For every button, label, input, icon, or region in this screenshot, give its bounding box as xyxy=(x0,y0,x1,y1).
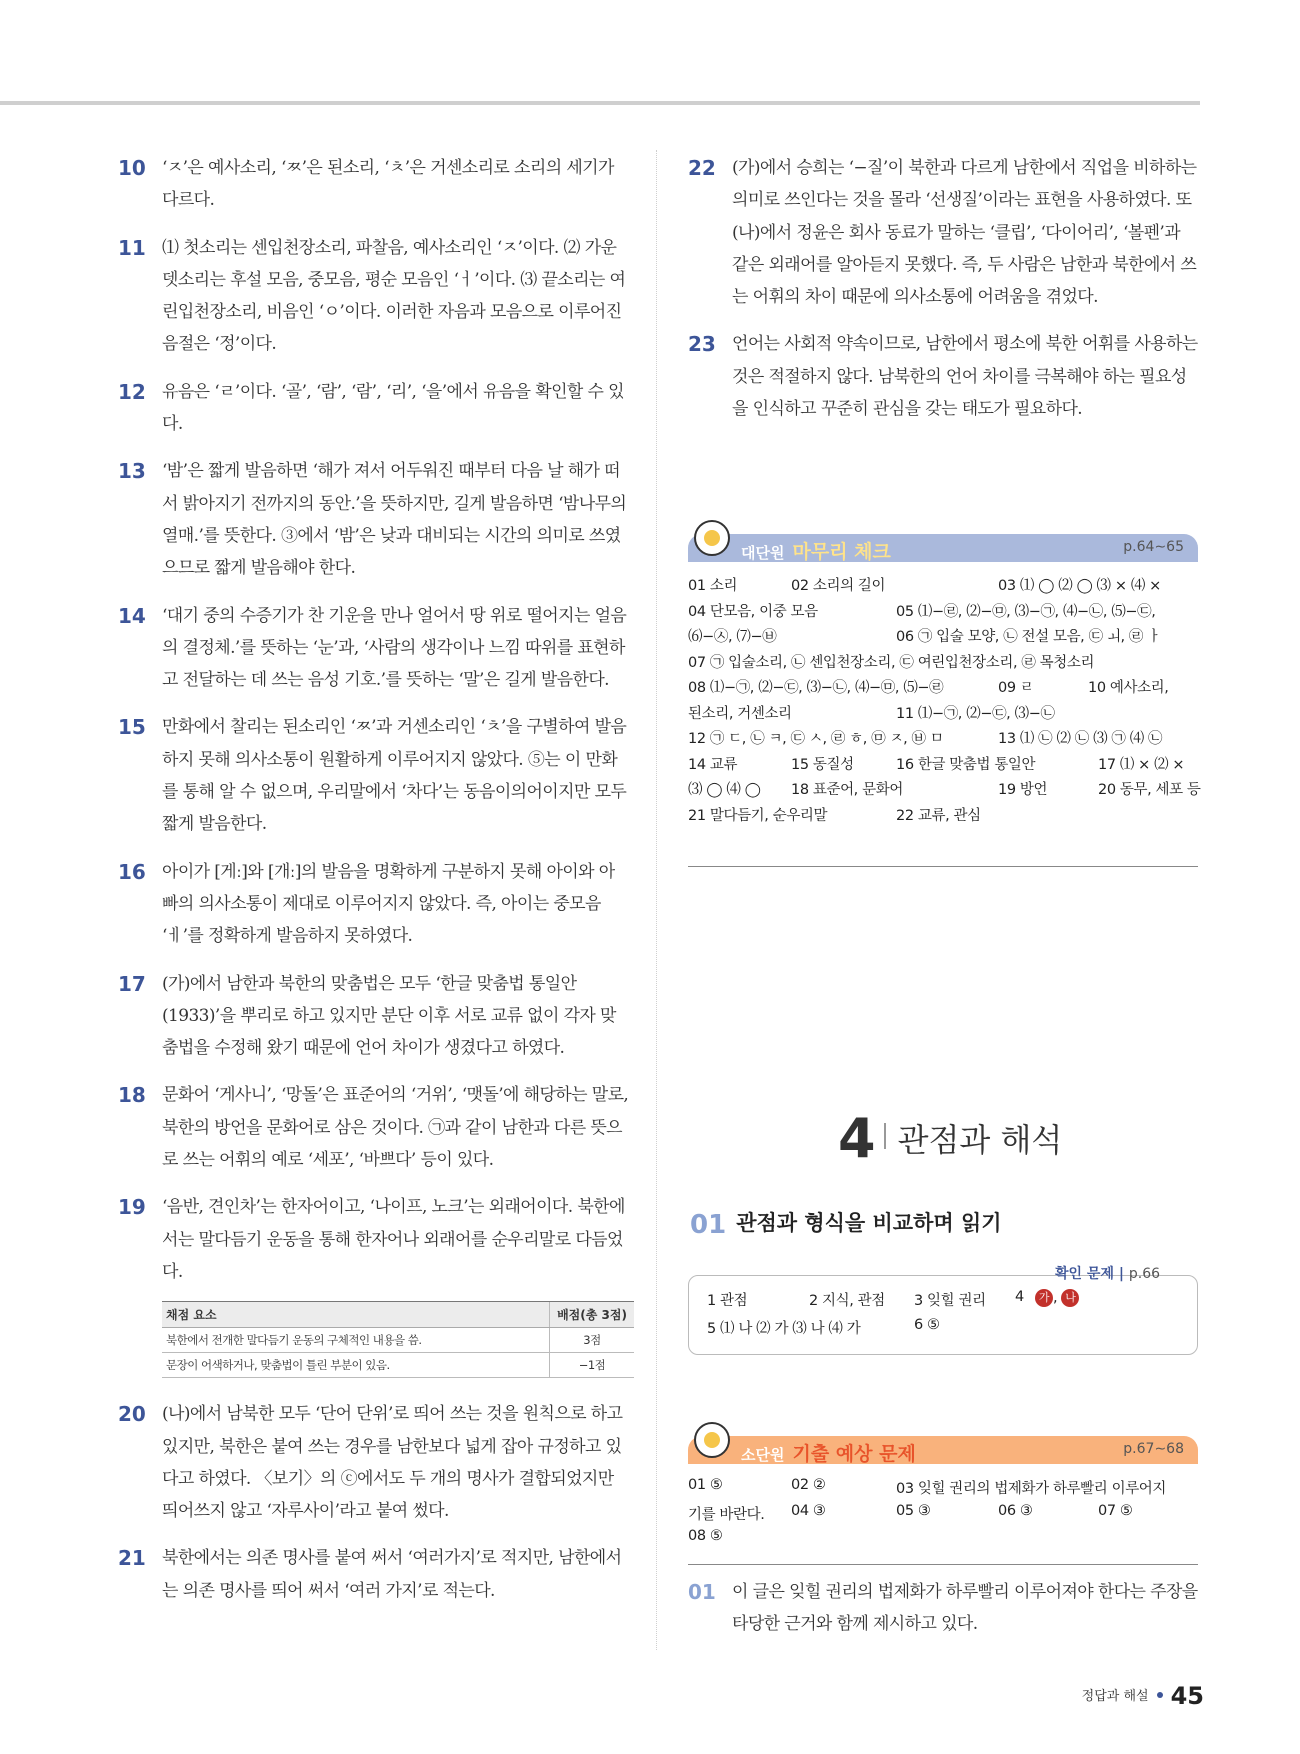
item-number: 13 xyxy=(118,459,146,484)
answer-entry: 19 방언 xyxy=(998,782,1048,798)
item-number: 12 xyxy=(118,379,146,404)
answer-entry: 18 표준어, 문화어 xyxy=(791,782,903,798)
item-text: ⑴ 첫소리는 센입천장소리, 파찰음, 예사소리인 ‘ㅈ’이다. ⑵ 가운뎃소리는 후설 모음, 중모음, 평순 모음인 ‘ㅓ’이다. ⑶ 끝소리는 여린입천장소리, 비음인 ‘ㅇ’이다. 이러한 자음과 모음으로 이루어진 음절은 ‘정’이다. xyxy=(162,237,626,355)
review-check-bottom-rule xyxy=(688,866,1198,867)
item-number: 15 xyxy=(118,715,146,740)
chapter-number: 4 xyxy=(838,1107,876,1170)
answer-entry: 02 ② xyxy=(791,1477,826,1493)
answer-entry: 06 ③ xyxy=(998,1502,1033,1519)
check-page: p.66 xyxy=(1128,1266,1161,1282)
answer-entry: 10 예사소리, xyxy=(1088,680,1169,696)
footer-label: 정답과 해설 xyxy=(1081,1689,1149,1704)
item-number: 21 xyxy=(118,1546,146,1571)
lightbulb-icon xyxy=(694,1422,730,1458)
answer-item-23 xyxy=(688,328,1200,425)
answer-entry: 08 ⑤ xyxy=(688,1528,723,1544)
answer-item-12 xyxy=(118,376,630,441)
item-number: 01 xyxy=(688,1580,716,1604)
answer-entry: 16 한글 맞춤법 통일안 xyxy=(896,756,1036,773)
expected-problems-page: p.67∼68 xyxy=(1123,1441,1184,1457)
answer-entry: 01 ⑤ xyxy=(688,1477,723,1493)
item-number: 16 xyxy=(118,859,146,884)
answer-item-15 xyxy=(118,711,630,840)
answer-entry: 14 교류 xyxy=(688,756,738,773)
answer-item-19 xyxy=(118,1191,630,1288)
page-number: 45 xyxy=(1170,1682,1204,1710)
answer-entry: 20 동무, 세포 등 xyxy=(1098,782,1201,798)
item-text: ‘밤’은 짧게 발음하면 ‘해가 져서 어두워진 때부터 다음 날 해가 떠서 밝아지기 전까지의 동안.’을 뜻하지만, 길게 발음하면 ‘밤나무의 열매.’를 뜻한다. ③에서 ‘밤’은 낮과 대비되는 시간의 의미로 쓰였으므로 짧게 발음해야 한다. xyxy=(162,461,627,579)
answer-item-13 xyxy=(118,455,630,584)
review-check-title: 마무리 체크 xyxy=(792,541,891,563)
check-answer: 5 ⑴ 나 ⑵ 가 ⑶ 나 ⑷ 가 xyxy=(707,1321,861,1337)
answer-entry: 06 ㉠ 입술 모양, ㉡ 전설 모음, ㉢ ㅚ, ㉣ ㅏ xyxy=(896,629,1161,645)
answer-entry: 11 ⑴−㉠, ⑵−㉢, ⑶−㉡ xyxy=(896,705,1055,722)
item-text: 문화어 ‘게사니’, ‘망돌’은 표준어의 ‘거위’, ‘맷돌’에 해당하는 말로, 북한의 방언을 문화어로 삼은 것이다. ㉠과 같이 남한과 다른 뜻으로 쓰는 어휘의 예로 ‘세포’, ‘바쁘다’ 등이 있다. xyxy=(162,1085,629,1171)
answer-entry: 08 ⑴−㉠, ⑵−㉢, ⑶−㉡, ⑷−㉤, ⑸−㉣ xyxy=(688,680,944,696)
top-rule xyxy=(0,101,1200,105)
answer-entry: 05 ⑴−㉣, ⑵−㉤, ⑶−㉠, ⑷−㉡, ⑸−㉢, xyxy=(896,603,1156,620)
check-answer: 3 잊힐 권리 xyxy=(914,1293,986,1309)
score-header-criteria: 채점 요소 xyxy=(162,1302,550,1328)
page-footer xyxy=(1082,1682,1204,1710)
item-number: 14 xyxy=(118,603,146,628)
left-column xyxy=(118,152,630,1622)
section-title: 관점과 형식을 비교하며 읽기 xyxy=(736,1211,1002,1235)
answer-item-16 xyxy=(118,856,630,953)
item-text: 유음은 ‘ㄹ’이다. ‘골’, ‘람’, ‘람’, ‘리’, ‘을’에서 유음을 확인할 수 있다. xyxy=(162,381,624,435)
item-text: ‘ㅈ’은 예사소리, ‘ㅉ’은 된소리, ‘ㅊ’은 거센소리로 소리의 세기가 다르다. xyxy=(162,158,614,211)
expected-problems-bottom-rule xyxy=(688,1564,1198,1565)
chapter-title: 관점과 해석 xyxy=(897,1121,1063,1159)
answer-item-21 xyxy=(118,1542,630,1607)
item-text: (가)에서 남한과 북한의 맞춤법은 모두 ‘한글 맞춤법 통일안(1933)’을 뿌리로 하고 있지만 분단 이후 서로 교류 없이 각자 맞춤법을 수정해 왔기 때문에 언어 차이가 생겼다고 하였다. xyxy=(162,973,616,1059)
answer-item-20 xyxy=(118,1398,630,1527)
check-answer: 4 xyxy=(1015,1289,1024,1305)
answer-entry: 21 말다듬기, 순우리말 xyxy=(688,807,828,824)
expected-problems-title: 기출 예상 문제 xyxy=(792,1443,916,1465)
answer-item-22 xyxy=(688,152,1200,313)
answer-item-11 xyxy=(118,232,630,361)
circled-na-badge: 나 xyxy=(1061,1289,1079,1307)
answer-entry: 09 ㄹ xyxy=(998,680,1034,696)
check-answer: 1 관점 xyxy=(707,1293,748,1309)
item-text: 언어는 사회적 약속이므로, 남한에서 평소에 북한 어휘를 사용하는 것은 적절하지 않다. 남북한의 언어 차이를 극복해야 하는 필요성을 인식하고 꾸준히 관심을 갖는 태도가 필요하다. xyxy=(732,334,1198,420)
answer-entry: 07 ⑤ xyxy=(1098,1502,1133,1519)
table-row xyxy=(162,1353,634,1378)
answer-entry: 12 ㉠ ㄷ, ㉡ ㅋ, ㉢ ㅅ, ㉣ ㅎ, ㉤ ㅈ, ㉥ ㅁ xyxy=(688,731,944,747)
item-text: (가)에서 승희는 ‘−질’이 북한과 다르게 남한에서 직업을 비하하는 의미로 쓰인다는 것을 몰라 ‘선생질’이라는 표현을 사용하였다. 또 (나)에서 정윤은 회사 동료가 말하는 ‘클립’, ‘다이어리’, ‘볼펜’과 같은 외래어를 알아듣지 못했다. 즉, 두 사람은 남한과 북한에서 쓰는 어휘의 차이 때문에 의사소통에 어려움을 겪었다. xyxy=(732,158,1197,308)
item-text: 북한에서는 의존 명사를 붙여 써서 ‘여러가지’로 적지만, 남한에서는 의존 명사를 띄어 써서 ‘여러 가지’로 적는다. xyxy=(162,1548,622,1601)
answer-entry: ⑶ ◯ ⑷ ◯ xyxy=(688,782,761,798)
item-text: (나)에서 남북한 모두 ‘단어 단위’로 띄어 쓰는 것을 원칙으로 하고 있지만, 북한은 붙여 쓰는 경우를 남한보다 넓게 잡아 규정하고 있다고 하였다. 〈보기〉의 ⓒ에서도 두 개의 명사가 결합되었지만 띄어쓰지 않고 ‘자루사이’라고 붙여 썼다. xyxy=(162,1404,623,1522)
item-number: 18 xyxy=(118,1083,146,1108)
answer-entry: 04 단모음, 이중 모음 xyxy=(688,603,818,620)
answer-entry: 된소리, 거센소리 xyxy=(688,705,792,722)
score-points: 3점 xyxy=(550,1328,635,1353)
item-number: 17 xyxy=(118,971,146,996)
item-number: 23 xyxy=(688,332,716,357)
item-text: ‘대기 중의 수증기가 찬 기운을 만나 얼어서 땅 위로 떨어지는 얼음의 결정체.’를 뜻하는 ‘눈’과, ‘사람의 생각이나 느낌 따위를 표현하고 전달하는 데 쓰는 음성 기호.’를 뜻하는 ‘말’은 길게 발음한다. xyxy=(162,605,627,691)
answer-entry: 03 잊힐 권리의 법제화가 하루빨리 이루어지 xyxy=(896,1481,1167,1497)
check-answer: 6 ⑤ xyxy=(914,1317,940,1333)
item-text: 이 글은 잊힐 권리의 법제화가 하루빨리 이루어져야 한다는 주장을 타당한 근거와 함께 제시하고 있다. xyxy=(732,1582,1198,1635)
score-header-points: 배점(총 3점) xyxy=(550,1302,635,1328)
footer-dot xyxy=(1157,1692,1163,1698)
check-label: 확인 문제 | p.66 xyxy=(1055,1266,1161,1282)
check-label-text: 확인 문제 xyxy=(1055,1266,1114,1282)
chapter-separator xyxy=(884,1123,886,1149)
score-points: −1점 xyxy=(550,1353,635,1378)
item-text: 만화에서 찰리는 된소리인 ‘ㅉ’과 거센소리인 ‘ㅊ’을 구별하여 발음하지 못해 의사소통이 원활하게 이루어지지 않았다. ⑤는 이 만화를 통해 알 수 없으며, 우리말에서 ‘차다’는 동음이의어이지만 모두 짧게 발음한다. xyxy=(162,717,627,835)
answer-entry: 17 ⑴ × ⑵ × xyxy=(1098,756,1185,773)
alarm-clock-icon xyxy=(694,520,730,556)
answer-item-01 xyxy=(688,1576,1200,1641)
right-column xyxy=(688,152,1200,440)
circled-ga-badge: 가 xyxy=(1035,1289,1053,1307)
expected-problems-header xyxy=(688,1436,1198,1464)
answer-entry: 04 ③ xyxy=(791,1502,826,1519)
answer-item-17 xyxy=(118,968,630,1065)
item-number: 11 xyxy=(118,235,146,260)
chapter-heading xyxy=(838,1107,1062,1170)
table-row xyxy=(162,1328,634,1353)
section-heading xyxy=(690,1207,1002,1240)
check-answer-box xyxy=(688,1275,1198,1355)
answer-item-10 xyxy=(118,152,630,217)
answer-entry: 22 교류, 관심 xyxy=(896,807,981,824)
answer-entry: ⑹−㉦, ⑺−㉥ xyxy=(688,629,777,645)
expected-problems-label: 소단원 xyxy=(741,1446,785,1464)
review-check-label: 대단원 xyxy=(741,544,785,562)
item-text: 아이가 [게ː]와 [개ː]의 발음을 명확하게 구분하지 못해 아이와 아빠의 의사소통이 제대로 이루어지지 않았다. 즉, 아이는 중모음 ‘ㅔ’를 정확하게 발음하지 못하였다. xyxy=(162,861,615,947)
column-divider xyxy=(656,150,657,1650)
answer-entry: 기를 바란다. xyxy=(688,1506,765,1523)
item-number: 10 xyxy=(118,156,146,180)
answer-entry: 02 소리의 길이 xyxy=(791,578,886,594)
item-number: 20 xyxy=(118,1402,146,1427)
section-number: 01 xyxy=(690,1210,727,1240)
item-text: ‘음반, 견인차’는 한자어이고, ‘나이프, 노크’는 외래어이다. 북한에서는 말다듬기 운동을 통해 한자어나 외래어를 순우리말로 다듬었다. xyxy=(162,1197,625,1282)
answer-entry: 03 ⑴ ◯ ⑵ ◯ ⑶ × ⑷ × xyxy=(998,578,1161,594)
review-check-header xyxy=(688,534,1198,562)
score-criteria: 문장이 어색하거나, 맞춤법이 틀린 부분이 있음. xyxy=(162,1353,550,1378)
score-criteria: 북한에서 전개한 말다듬기 운동의 구체적인 내용을 씀. xyxy=(162,1328,550,1353)
score-table xyxy=(162,1301,634,1378)
item-number: 22 xyxy=(688,156,716,180)
answer-item-18 xyxy=(118,1079,630,1176)
answer-entry: 01 소리 xyxy=(688,578,738,594)
check-answer: 2 지식, 관점 xyxy=(809,1293,885,1309)
answer-entry: 15 동질성 xyxy=(791,756,854,773)
answer-item-14 xyxy=(118,600,630,697)
answer-entry: 05 ③ xyxy=(896,1502,931,1519)
review-check-page: p.64∼65 xyxy=(1123,539,1184,555)
answer-entry: 07 ㉠ 입술소리, ㉡ 센입천장소리, ㉢ 여린입천장소리, ㉣ 목청소리 xyxy=(688,654,1095,671)
answer-entry: 13 ⑴ ㉡ ⑵ ㉡ ⑶ ㉠ ⑷ ㉡ xyxy=(998,731,1163,747)
item-number: 19 xyxy=(118,1195,146,1220)
